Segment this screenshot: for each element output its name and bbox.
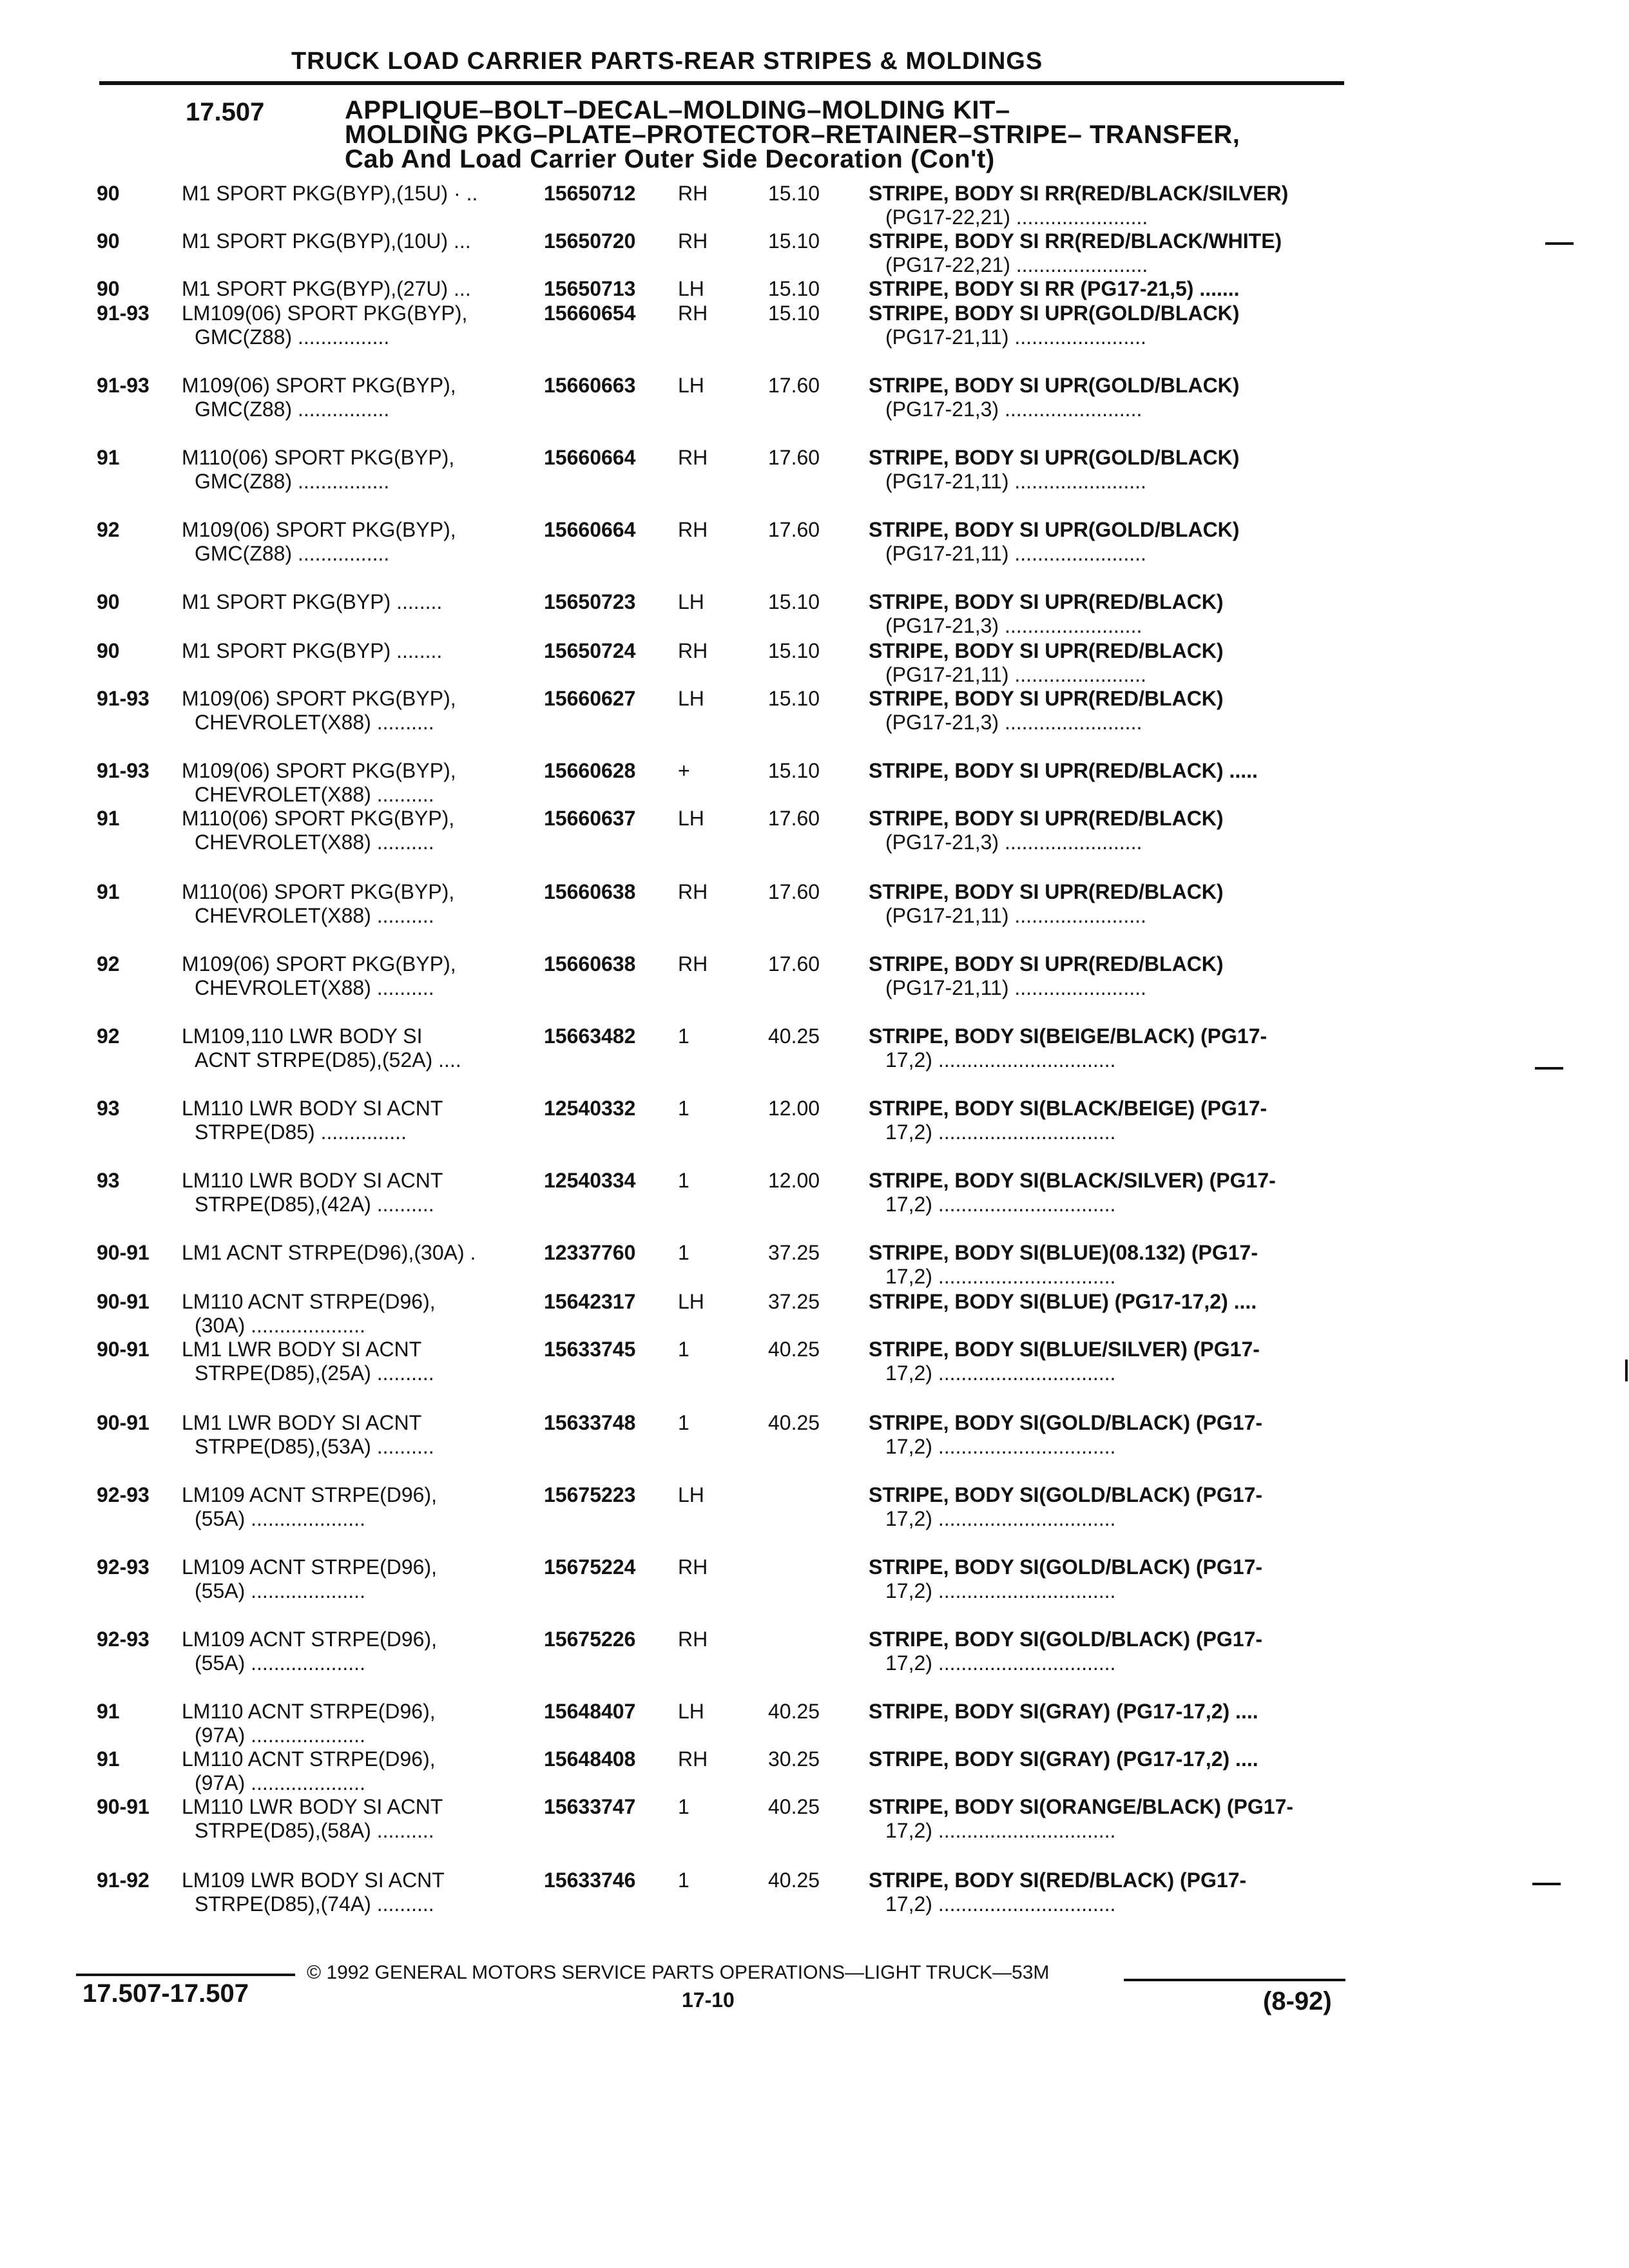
- parts-list-entry: [0, 446, 1629, 497]
- unit-price: 15.10: [768, 277, 820, 300]
- quantity-side: RH: [678, 302, 708, 325]
- parts-list-entry: [0, 1411, 1629, 1463]
- vehicle-description: LM110 ACNT STRPE(D96),: [182, 1700, 436, 1723]
- quantity-side: RH: [678, 518, 708, 541]
- part-description-cont: 17,2) ...............................: [885, 1435, 1116, 1458]
- vehicle-description-cont: STRPE(D85),(25A) ..........: [195, 1361, 434, 1385]
- vehicle-description-cont: CHEVROLET(X88) ..........: [195, 783, 434, 806]
- unit-price: 37.25: [768, 1290, 820, 1313]
- part-number: 15633747: [544, 1795, 636, 1818]
- part-description-cont: 17,2) ...............................: [885, 1819, 1116, 1842]
- unit-price: 15.10: [768, 687, 820, 710]
- part-description: STRIPE, BODY SI UPR(GOLD/BLACK): [869, 446, 1240, 469]
- vehicle-description: LM109 ACNT STRPE(D96),: [182, 1628, 437, 1651]
- parts-list-entry: [0, 518, 1629, 570]
- part-description: STRIPE, BODY SI(GOLD/BLACK) (PG17-: [869, 1411, 1263, 1434]
- part-number: 15660663: [544, 374, 636, 397]
- vehicle-description: M110(06) SPORT PKG(BYP),: [182, 880, 455, 903]
- parts-list-entry: [0, 1483, 1629, 1535]
- unit-price: 17.60: [768, 374, 820, 397]
- unit-price: 15.10: [768, 302, 820, 325]
- part-number: 15648408: [544, 1747, 636, 1771]
- parts-list-entry: [0, 1024, 1629, 1076]
- part-number: 15650713: [544, 277, 636, 300]
- part-number: 15633745: [544, 1338, 636, 1361]
- vehicle-description-cont: (30A) ....................: [195, 1314, 365, 1337]
- vehicle-description: LM110 ACNT STRPE(D96),: [182, 1747, 436, 1771]
- parts-list-entry: [0, 302, 1629, 353]
- quantity-side: +: [678, 759, 690, 782]
- margin-mark: [1545, 242, 1574, 245]
- part-description: STRIPE, BODY SI(BLACK/SILVER) (PG17-: [869, 1169, 1276, 1192]
- year: 91: [97, 1700, 120, 1723]
- footer-rule: [1124, 1979, 1345, 1981]
- part-description: STRIPE, BODY SI UPR(RED/BLACK): [869, 639, 1224, 662]
- parts-list-entry: [0, 687, 1629, 738]
- part-number: 15663482: [544, 1024, 636, 1048]
- parts-list-entry: [0, 1169, 1629, 1220]
- unit-price: 40.25: [768, 1700, 820, 1723]
- quantity-side: RH: [678, 1628, 708, 1651]
- part-description-cont: (PG17-21,11) .......................: [885, 976, 1146, 999]
- part-description-cont: (PG17-21,11) .......................: [885, 325, 1146, 349]
- section-heading-line: Cab And Load Carrier Outer Side Decoration (Con't): [345, 145, 995, 173]
- page-number: 17-10: [682, 1988, 735, 2012]
- year: 92-93: [97, 1483, 149, 1506]
- year: 91: [97, 1747, 120, 1771]
- vehicle-description: M110(06) SPORT PKG(BYP),: [182, 446, 455, 469]
- vehicle-description: LM110 LWR BODY SI ACNT: [182, 1795, 443, 1818]
- year: 90-91: [97, 1411, 149, 1434]
- unit-price: 17.60: [768, 952, 820, 975]
- unit-price: 40.25: [768, 1869, 820, 1892]
- part-description-cont: (PG17-22,21) .......................: [885, 253, 1148, 276]
- parts-list-entry: [0, 1555, 1629, 1607]
- part-description: STRIPE, BODY SI UPR(RED/BLACK): [869, 807, 1224, 830]
- margin-bracket: [1625, 1360, 1628, 1381]
- unit-price: 17.60: [768, 446, 820, 469]
- vehicle-description: LM110 ACNT STRPE(D96),: [182, 1290, 436, 1313]
- vehicle-description-cont: (97A) ....................: [195, 1724, 365, 1747]
- margin-mark: [1532, 1883, 1561, 1885]
- year: 91: [97, 880, 120, 903]
- parts-list-entry: [0, 1097, 1629, 1148]
- part-number: 15650723: [544, 590, 636, 613]
- vehicle-description-cont: CHEVROLET(X88) ..........: [195, 904, 434, 927]
- vehicle-description-cont: CHEVROLET(X88) ..........: [195, 711, 434, 734]
- vehicle-description: M109(06) SPORT PKG(BYP),: [182, 759, 456, 782]
- year: 91: [97, 446, 120, 469]
- vehicle-description-cont: GMC(Z88) ................: [195, 470, 390, 493]
- vehicle-description-cont: (55A) ....................: [195, 1579, 365, 1602]
- year: 93: [97, 1169, 120, 1192]
- part-description: STRIPE, BODY SI(BLACK/BEIGE) (PG17-: [869, 1097, 1268, 1120]
- page-title: TRUCK LOAD CARRIER PARTS-REAR STRIPES & MOLDINGS: [291, 48, 1043, 75]
- quantity-side: LH: [678, 687, 704, 710]
- parts-list-entry: [0, 880, 1629, 932]
- part-number: 15660628: [544, 759, 636, 782]
- part-description: STRIPE, BODY SI UPR(GOLD/BLACK): [869, 374, 1240, 397]
- part-number: 15660638: [544, 880, 636, 903]
- parts-list-entry: [0, 229, 1629, 281]
- unit-price: 40.25: [768, 1338, 820, 1361]
- part-number: 12337760: [544, 1241, 636, 1264]
- vehicle-description: LM1 LWR BODY SI ACNT: [182, 1411, 422, 1434]
- part-description-cont: 17,2) ...............................: [885, 1651, 1116, 1675]
- part-description-cont: 17,2) ...............................: [885, 1048, 1116, 1072]
- parts-list-entry: [0, 1338, 1629, 1389]
- vehicle-description-cont: GMC(Z88) ................: [195, 398, 390, 421]
- part-description-cont: (PG17-21,11) .......................: [885, 904, 1146, 927]
- part-description: STRIPE, BODY SI(RED/BLACK) (PG17-: [869, 1869, 1247, 1892]
- quantity-side: RH: [678, 1747, 708, 1771]
- unit-price: 15.10: [768, 639, 820, 662]
- part-description: STRIPE, BODY SI UPR(GOLD/BLACK): [869, 302, 1240, 325]
- year: 93: [97, 1097, 120, 1120]
- part-description-cont: (PG17-21,3) ........................: [885, 614, 1142, 637]
- part-description: STRIPE, BODY SI UPR(RED/BLACK) .....: [869, 759, 1258, 782]
- parts-list-entry: [0, 1869, 1629, 1920]
- part-description: STRIPE, BODY SI(BLUE/SILVER) (PG17-: [869, 1338, 1260, 1361]
- year: 91-93: [97, 759, 149, 782]
- part-number: 15642317: [544, 1290, 636, 1313]
- part-number: 15650724: [544, 639, 636, 662]
- unit-price: 15.10: [768, 590, 820, 613]
- part-description-cont: 17,2) ...............................: [885, 1265, 1116, 1288]
- quantity-side: RH: [678, 182, 708, 205]
- unit-price: 17.60: [768, 880, 820, 903]
- unit-price: 40.25: [768, 1411, 820, 1434]
- year: 91-93: [97, 687, 149, 710]
- unit-price: 12.00: [768, 1097, 820, 1120]
- part-number: 15675223: [544, 1483, 636, 1506]
- year: 90: [97, 277, 120, 300]
- part-description: STRIPE, BODY SI(ORANGE/BLACK) (PG17-: [869, 1795, 1294, 1818]
- part-description-cont: 17,2) ...............................: [885, 1120, 1116, 1144]
- part-description: STRIPE, BODY SI(GOLD/BLACK) (PG17-: [869, 1555, 1263, 1579]
- quantity-side: 1: [678, 1869, 689, 1892]
- vehicle-description: LM109(06) SPORT PKG(BYP),: [182, 302, 468, 325]
- vehicle-description: LM109 ACNT STRPE(D96),: [182, 1483, 437, 1506]
- year: 91-92: [97, 1869, 149, 1892]
- part-description: STRIPE, BODY SI UPR(RED/BLACK): [869, 590, 1224, 613]
- vehicle-description: M110(06) SPORT PKG(BYP),: [182, 807, 455, 830]
- quantity-side: RH: [678, 229, 708, 253]
- vehicle-description-cont: STRPE(D85),(53A) ..........: [195, 1435, 434, 1458]
- part-description-cont: 17,2) ...............................: [885, 1507, 1116, 1530]
- vehicle-description: M1 SPORT PKG(BYP) ........: [182, 639, 443, 662]
- parts-list-entry: [0, 1290, 1629, 1341]
- part-number: 15660637: [544, 807, 636, 830]
- vehicle-description-cont: STRPE(D85) ...............: [195, 1120, 407, 1144]
- year: 92: [97, 1024, 120, 1048]
- year: 90-91: [97, 1241, 149, 1264]
- quantity-side: LH: [678, 807, 704, 830]
- unit-price: 12.00: [768, 1169, 820, 1192]
- vehicle-description: M1 SPORT PKG(BYP),(27U) ...: [182, 277, 471, 300]
- part-description: STRIPE, BODY SI(GOLD/BLACK) (PG17-: [869, 1483, 1263, 1506]
- part-description-cont: 17,2) ...............................: [885, 1892, 1116, 1916]
- year: 90-91: [97, 1338, 149, 1361]
- year: 90: [97, 639, 120, 662]
- part-description-cont: (PG17-21,11) .......................: [885, 663, 1146, 686]
- part-number: 15660638: [544, 952, 636, 975]
- part-description: STRIPE, BODY SI RR(RED/BLACK/WHITE): [869, 229, 1282, 253]
- year: 90: [97, 229, 120, 253]
- quantity-side: 1: [678, 1024, 689, 1048]
- parts-list-entry: [0, 1795, 1629, 1847]
- year: 90: [97, 182, 120, 205]
- quantity-side: 1: [678, 1241, 689, 1264]
- vehicle-description: LM110 LWR BODY SI ACNT: [182, 1169, 443, 1192]
- quantity-side: LH: [678, 1700, 704, 1723]
- parts-list-entry: [0, 1241, 1629, 1293]
- unit-price: 30.25: [768, 1747, 820, 1771]
- parts-list-entry: [0, 1628, 1629, 1679]
- part-number: 12540332: [544, 1097, 636, 1120]
- vehicle-description-cont: GMC(Z88) ................: [195, 325, 390, 349]
- year: 92-93: [97, 1628, 149, 1651]
- parts-list-entry: [0, 759, 1629, 811]
- quantity-side: RH: [678, 880, 708, 903]
- part-description-cont: (PG17-21,3) ........................: [885, 831, 1142, 854]
- part-number: 12540334: [544, 1169, 636, 1192]
- part-number: 15633748: [544, 1411, 636, 1434]
- year: 90-91: [97, 1290, 149, 1313]
- part-description: STRIPE, BODY SI(BLUE)(08.132) (PG17-: [869, 1241, 1258, 1264]
- section-heading-line: MOLDING PKG–PLATE–PROTECTOR–RETAINER–STRIPE– TRANSFER,: [345, 120, 1240, 149]
- part-number: 15660627: [544, 687, 636, 710]
- parts-list-entry: [0, 1700, 1629, 1751]
- part-number: 15660654: [544, 302, 636, 325]
- part-description-cont: 17,2) ...............................: [885, 1193, 1116, 1216]
- parts-list-entry: [0, 639, 1629, 691]
- part-description: STRIPE, BODY SI RR(RED/BLACK/SILVER): [869, 182, 1289, 205]
- part-description: STRIPE, BODY SI(GRAY) (PG17-17,2) ....: [869, 1700, 1258, 1723]
- part-number: 15650720: [544, 229, 636, 253]
- vehicle-description: M1 SPORT PKG(BYP),(15U) · ..: [182, 182, 478, 205]
- year: 91: [97, 807, 120, 830]
- vehicle-description-cont: CHEVROLET(X88) ..........: [195, 831, 434, 854]
- part-number: 15675226: [544, 1628, 636, 1651]
- vehicle-description: LM1 LWR BODY SI ACNT: [182, 1338, 422, 1361]
- vehicle-description-cont: STRPE(D85),(42A) ..........: [195, 1193, 434, 1216]
- parts-list-entry: [0, 1747, 1629, 1799]
- part-description-cont: (PG17-21,11) .......................: [885, 542, 1146, 565]
- part-description: STRIPE, BODY SI UPR(RED/BLACK): [869, 687, 1224, 710]
- quantity-side: RH: [678, 1555, 708, 1579]
- vehicle-description: LM109 LWR BODY SI ACNT: [182, 1869, 445, 1892]
- part-description-cont: (PG17-21,3) ........................: [885, 711, 1142, 734]
- part-description: STRIPE, BODY SI(BEIGE/BLACK) (PG17-: [869, 1024, 1268, 1048]
- part-description: STRIPE, BODY SI UPR(GOLD/BLACK): [869, 518, 1240, 541]
- year: 92: [97, 952, 120, 975]
- vehicle-description: LM1 ACNT STRPE(D96),(30A) .: [182, 1241, 476, 1264]
- unit-price: 15.10: [768, 759, 820, 782]
- part-description: STRIPE, BODY SI UPR(RED/BLACK): [869, 880, 1224, 903]
- vehicle-description-cont: STRPE(D85),(58A) ..........: [195, 1819, 434, 1842]
- vehicle-description-cont: (55A) ....................: [195, 1651, 365, 1675]
- vehicle-description: M1 SPORT PKG(BYP) ........: [182, 590, 443, 613]
- copyright-notice: © 1992 GENERAL MOTORS SERVICE PARTS OPERATIONS—LIGHT TRUCK—53M: [307, 1962, 1050, 1983]
- part-number: 15650712: [544, 182, 636, 205]
- quantity-side: 1: [678, 1169, 689, 1192]
- part-description: STRIPE, BODY SI(BLUE) (PG17-17,2) ....: [869, 1290, 1257, 1313]
- part-description: STRIPE, BODY SI UPR(RED/BLACK): [869, 952, 1224, 975]
- year: 92-93: [97, 1555, 149, 1579]
- part-number: 15648407: [544, 1700, 636, 1723]
- quantity-side: LH: [678, 590, 704, 613]
- vehicle-description: M109(06) SPORT PKG(BYP),: [182, 374, 456, 397]
- vehicle-description: LM109,110 LWR BODY SI: [182, 1024, 423, 1048]
- part-description-cont: (PG17-21,11) .......................: [885, 470, 1146, 493]
- part-description: STRIPE, BODY SI(GOLD/BLACK) (PG17-: [869, 1628, 1263, 1651]
- part-description: STRIPE, BODY SI RR (PG17-21,5) .......: [869, 277, 1240, 300]
- part-description: STRIPE, BODY SI(GRAY) (PG17-17,2) ....: [869, 1747, 1258, 1771]
- unit-price: 17.60: [768, 518, 820, 541]
- unit-price: 15.10: [768, 182, 820, 205]
- quantity-side: RH: [678, 639, 708, 662]
- part-description-cont: 17,2) ...............................: [885, 1361, 1116, 1385]
- vehicle-description: M109(06) SPORT PKG(BYP),: [182, 687, 456, 710]
- quantity-side: 1: [678, 1411, 689, 1434]
- vehicle-description: LM109 ACNT STRPE(D96),: [182, 1555, 437, 1579]
- margin-mark: [1535, 1067, 1563, 1070]
- parts-list-entry: [0, 807, 1629, 858]
- year: 90-91: [97, 1795, 149, 1818]
- part-number: 15675224: [544, 1555, 636, 1579]
- quantity-side: RH: [678, 952, 708, 975]
- part-description-cont: (PG17-22,21) .......................: [885, 206, 1148, 229]
- quantity-side: LH: [678, 374, 704, 397]
- vehicle-description: M109(06) SPORT PKG(BYP),: [182, 952, 456, 975]
- footer-rule: [76, 1974, 295, 1976]
- year: 90: [97, 590, 120, 613]
- part-number: 15660664: [544, 446, 636, 469]
- vehicle-description-cont: ACNT STRPE(D85),(52A) ....: [195, 1048, 461, 1072]
- vehicle-description-cont: (55A) ....................: [195, 1507, 365, 1530]
- vehicle-description-cont: GMC(Z88) ................: [195, 542, 390, 565]
- section-number: 17.507: [186, 98, 265, 126]
- year: 91-93: [97, 302, 149, 325]
- parts-list-entry: [0, 590, 1629, 642]
- quantity-side: LH: [678, 277, 704, 300]
- vehicle-description: M109(06) SPORT PKG(BYP),: [182, 518, 456, 541]
- unit-price: 15.10: [768, 229, 820, 253]
- unit-price: 37.25: [768, 1241, 820, 1264]
- quantity-side: LH: [678, 1483, 704, 1506]
- part-description-cont: (PG17-21,3) ........................: [885, 398, 1142, 421]
- unit-price: 17.60: [768, 807, 820, 830]
- parts-list-entry: [0, 952, 1629, 1004]
- quantity-side: RH: [678, 446, 708, 469]
- year: 91-93: [97, 374, 149, 397]
- vehicle-description-cont: CHEVROLET(X88) ..........: [195, 976, 434, 999]
- section-heading-line: APPLIQUE–BOLT–DECAL–MOLDING–MOLDING KIT–: [345, 96, 1010, 124]
- part-number: 15633746: [544, 1869, 636, 1892]
- unit-price: 40.25: [768, 1795, 820, 1818]
- vehicle-description: LM110 LWR BODY SI ACNT: [182, 1097, 443, 1120]
- revision-date: (8-92): [1263, 1987, 1332, 2015]
- vehicle-description-cont: (97A) ....................: [195, 1771, 365, 1794]
- vehicle-description-cont: STRPE(D85),(74A) ..........: [195, 1892, 434, 1916]
- quantity-side: 1: [678, 1338, 689, 1361]
- quantity-side: 1: [678, 1795, 689, 1818]
- year: 92: [97, 518, 120, 541]
- quantity-side: 1: [678, 1097, 689, 1120]
- part-number: 15660664: [544, 518, 636, 541]
- unit-price: 40.25: [768, 1024, 820, 1048]
- quantity-side: LH: [678, 1290, 704, 1313]
- vehicle-description: M1 SPORT PKG(BYP),(10U) ...: [182, 229, 471, 253]
- part-description-cont: 17,2) ...............................: [885, 1579, 1116, 1602]
- section-range: 17.507-17.507: [82, 1979, 249, 2008]
- parts-list-entry: [0, 182, 1629, 233]
- parts-list-entry: [0, 374, 1629, 425]
